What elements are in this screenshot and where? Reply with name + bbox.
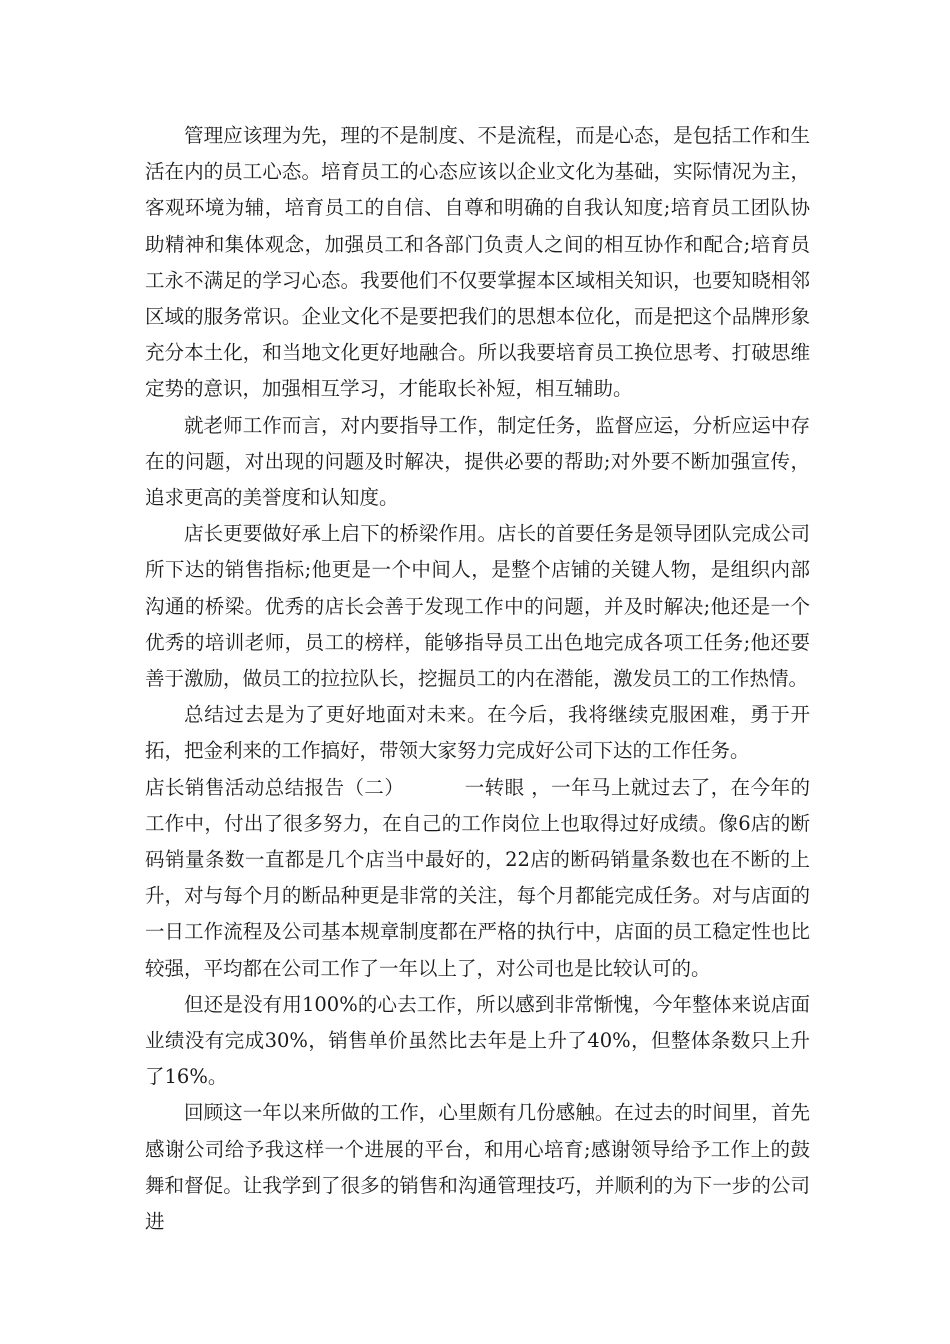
- paragraph-management: 管理应该理为先，理的不是制度、不是流程，而是心态，是包括工作和生活在内的员工心态。培育员工的心态应该以企业文化为基础，实际情况为主，客观环境为辅，培育员工的自信、自尊和明确的自我认知度;培育员工团队协助精神和集体观念，加强员工和各部门负责人之间的相互协作和配合;培育员工永不满足的学习心态。我要他们不仅要掌握本区域相关知识，也要知晓相邻区域的服务常识。企业文化不是要把我们的思想本位化，而是把这个品牌形象充分本土化，和当地文化更好地融合。所以我要培育员工换位思考、打破思维定势的意识，加强相互学习，才能取长补短，相互辅助。: [145, 124, 810, 401]
- section-heading: 店长销售活动总结报告（二）: [145, 775, 405, 799]
- paragraph-performance: 但还是没有用100%的心去工作，所以感到非常惭愧，今年整体来说店面业绩没有完成30%，销售单价虽然比去年是上升了40%，但整体条数只上升了16%。: [145, 992, 810, 1089]
- paragraph-summary: 总结过去是为了更好地面对未来。在今后，我将继续克服困难，勇于开拓，把金利来的工作搞好，带领大家努力完成好公司下达的工作任务。: [145, 703, 810, 763]
- paragraph-teacher-work: 就老师工作而言，对内要指导工作，制定任务，监督应运，分析应运中存在的问题，对出现的问题及时解决，提供必要的帮助;对外要不断加强宣传，追求更高的美誉度和认知度。: [145, 413, 810, 510]
- paragraph-reflection: 回顾这一年以来所做的工作，心里颇有几份感触。在过去的时间里，首先感谢公司给予我这样一个进展的平台，和用心培育;感谢领导给予工作上的鼓舞和督促。让我学到了很多的销售和沟通管理技巧，并顺利的为下一步的公司进: [145, 1101, 810, 1234]
- document-body: [145, 118, 810, 1240]
- section-two: [145, 770, 810, 987]
- section-lead-text: 一转眼 ，一年马上就过去了，在今年的工作中，付出了很多努力，在自己的工作岗位上也取得过好成绩。像6店的断码销量条数一直都是几个店当中最好的，22店的断码销量条数也在不断的上升，对与每个月的断品种更是非常的关注，每个月都能完成任务。对与店面的一日工作流程及公司基本规章制度都在严格的执行中，店面的员工稳定性也比较强，平均都在公司工作了一年以上了，对公司也是比较认可的。: [145, 775, 810, 980]
- paragraph-store-manager: 店长更要做好承上启下的桥梁作用。店长的首要任务是领导团队完成公司所下达的销售指标;他更是一个中间人，是整个店铺的关键人物，是组织内部沟通的桥梁。优秀的店长会善于发现工作中的问题，并及时解决;他还是一个优秀的培训老师，员工的榜样，能够指导员工出色地完成各项工任务;他还要善于激励，做员工的拉拉队长，挖掘员工的内在潜能，激发员工的工作热情。: [145, 522, 810, 691]
